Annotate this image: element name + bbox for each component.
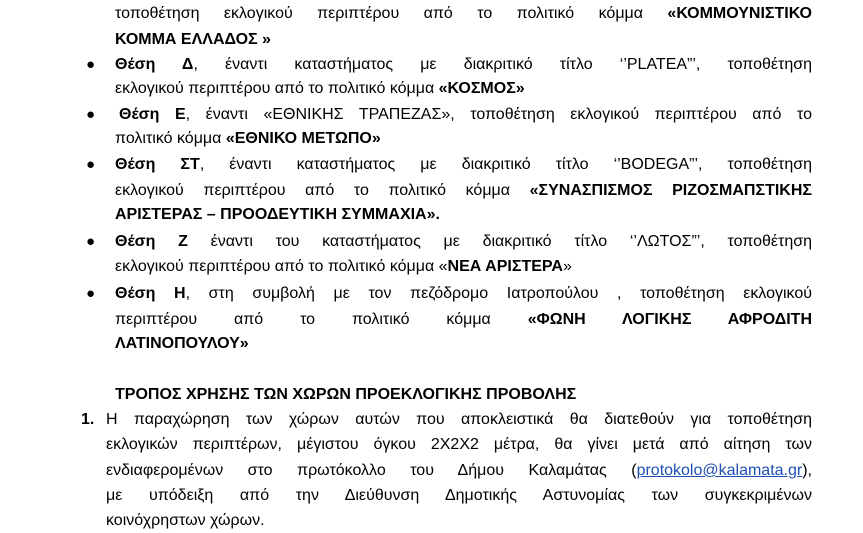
item-d-party: «ΚΟΣΜΟΣ»: [438, 80, 525, 97]
item-d-text-2: εκλογικού περιπτέρου από το πολιτικό κόμμα: [115, 80, 439, 97]
item-e-line-1: [119, 103, 812, 127]
paragraph-line-3-end: ),: [802, 462, 812, 479]
item-z-label: Θέση Ζ: [115, 233, 188, 250]
item-z-text: έναντι του καταστήματος με διακριτικό τίτλο ‘’ΛΩΤΟΣ”’, τοποθέτηση: [187, 233, 813, 250]
item-st-party: «ΣΥΝΑΣΠΙΣΜΟΣ ΡΙΖΟΣΜΑΠΣΤΙΚΗΣ: [529, 182, 812, 199]
item-z-line-2: [115, 255, 812, 279]
bullet-icon: ●: [86, 233, 96, 250]
prev-item-party: «ΚΟΜΜΟΥΝΙΣΤΙΚΟ: [667, 5, 812, 22]
paragraph-line-3: [106, 459, 812, 483]
item-e-line-2: [115, 127, 812, 151]
bullet-icon: ●: [86, 156, 96, 173]
item-st-line-3: ΑΡΙΣΤΕΡΑΣ – ΠΡΟΟΔΕΥΤΙΚΗ ΣΥΜΜΑΧΙΑ».: [115, 206, 440, 223]
item-h-line-3: ΛΑΤΙΝΟΠΟΥΛΟΥ»: [115, 335, 249, 352]
prev-item-text: τοποθέτηση εκλογικού περιπτέρου από το πολιτικό κόμμα: [115, 5, 668, 22]
bullet-icon: ●: [86, 106, 96, 123]
prev-item-line-2: ΚΟΜΜΑ ΕΛΛΑΔΟΣ »: [115, 31, 271, 48]
item-d-text: , έναντι καταστήματος με διακριτικό τίτλο ‘’PLATEA”’, τοποθέτηση: [193, 56, 813, 73]
section-heading: ΤΡΟΠΟΣ ΧΡΗΣΗΣ ΤΩΝ ΧΩΡΩΝ ΠΡΟΕΚΛΟΓΙΚΗΣ ΠΡΟΒΟΛΗΣ: [115, 386, 577, 403]
paragraph-line-4: με υπόδειξη από την Διεύθυνση Δημοτικής Αστυνομίας των συγκεκριμένων: [106, 487, 812, 504]
item-d-label: Θέση Δ: [115, 56, 194, 73]
item-e-text: , έναντι «ΕΘΝΙΚΗΣ ΤΡΑΠΕΖΑΣ», τοποθέτηση εκλογικού περιπτέρου από το: [185, 106, 813, 123]
item-z-close-quote: »: [562, 258, 572, 275]
item-d-line-1: [115, 53, 812, 77]
paragraph-line-5: κοινόχρηστων χώρων.: [106, 512, 265, 529]
item-e-label: Θέση Ε: [119, 106, 186, 123]
item-st-text-2: εκλογικού περιπτέρου από το πολιτικό κόμμα: [115, 182, 530, 199]
item-e-party: «ΕΘΝΙΚΟ ΜΕΤΩΠΟ»: [225, 130, 381, 147]
item-st-label: Θέση ΣΤ: [115, 156, 200, 173]
prev-item-line-1: [115, 2, 812, 26]
paragraph-line-1: Η παραχώρηση των χώρων αυτών που αποκλειστικά θα διατεθούν για τοποθέτηση: [106, 411, 812, 428]
item-h-text: , στη συμβολή με τον πεζόδρομο Ιατροπούλου , τοποθέτηση εκλογικού: [185, 285, 813, 302]
item-st-text: , έναντι καταστήματος με διακριτικό τίτλο ‘’BODEGA”’, τοποθέτηση: [199, 156, 813, 173]
item-st-line-1: [115, 153, 812, 177]
item-h-party: «ΦΩΝΗ ΛΟΓΙΚΗΣ ΑΦΡΟΔΙΤΗ: [527, 311, 812, 328]
item-z-line-1: [115, 230, 812, 254]
item-h-label: Θέση Η: [115, 285, 186, 302]
item-z-party: ΝΕΑ ΑΡΙΣΤΕΡΑ: [447, 258, 563, 275]
item-h-line-1: [115, 282, 812, 306]
item-st-line-2: [115, 179, 812, 203]
paragraph-line-2: εκλογικών περιπτέρων, μέγιστου όγκου 2Χ2Χ2 μέτρα, θα γίνει μετά από αίτηση των: [106, 436, 812, 453]
bullet-icon: ●: [86, 285, 96, 302]
item-z-text-2: εκλογικού περιπτέρου από το πολιτικό κόμμα «: [115, 258, 448, 275]
paragraph-number: 1.: [81, 411, 95, 428]
bullet-icon: ●: [86, 56, 96, 73]
email-link[interactable]: protokolo@kalamata.gr: [636, 462, 803, 479]
item-e-text-2: πολιτικό κόμμα: [115, 130, 226, 147]
item-h-line-2: [115, 308, 812, 332]
item-h-text-2: περιπτέρου από το πολιτικό κόμμα: [115, 311, 528, 328]
item-d-line-2: [115, 77, 812, 101]
paragraph-line-3-text: ενδιαφερομένων στο πρωτόκολλο του Δήμου Καλαμάτας (: [106, 462, 637, 479]
